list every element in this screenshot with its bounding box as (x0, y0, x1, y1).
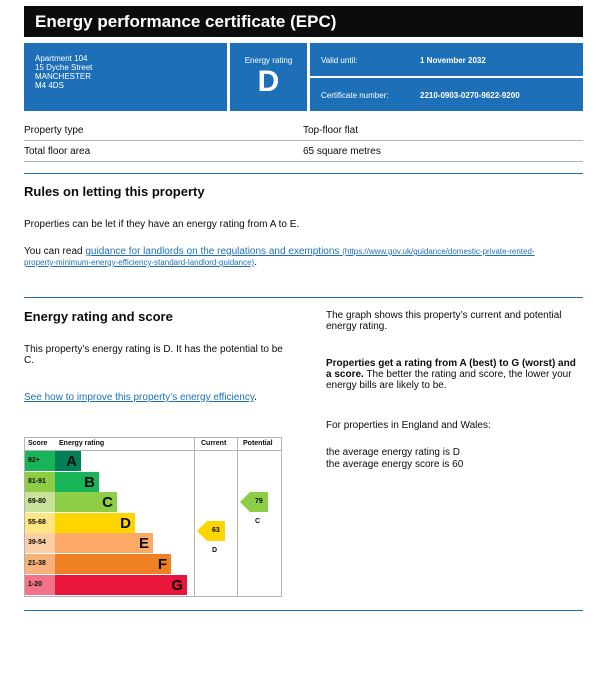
band-bar (55, 492, 117, 512)
section-divider (24, 297, 583, 298)
certificate-number-value: 2210-0903-0270-9622-9200 (420, 91, 520, 100)
rating-explanation (326, 358, 584, 391)
valid-until-value: 1 November 2032 (420, 56, 486, 65)
graph-divider (237, 438, 238, 596)
band-score-range: 39-54 (25, 533, 55, 553)
band-score-range: 92+ (25, 451, 55, 471)
letting-heading: Rules on letting this property (24, 184, 205, 199)
band-bar (55, 513, 135, 533)
rating-band-c (25, 492, 193, 512)
rating-explanation-bold: Properties get a rating from A (best) to G (worst) and a score. (326, 358, 576, 380)
guidance-prefix: You can read (24, 246, 86, 257)
property-type-label: Property type (24, 125, 84, 136)
score-heading: Energy rating and score (24, 309, 173, 324)
band-letter: B (84, 473, 95, 491)
graph-description: The graph shows this property’s current and potential energy rating. (326, 310, 562, 332)
letting-paragraph: Properties can be let if they have an energy rating from A to E. (24, 219, 300, 230)
guidance-link-url: (https://www.gov.uk/guidance/domestic-private-rented-property-minimum-energy-efficiency-standard-landlord-guidance) (24, 247, 535, 267)
graph-header-potential: Potential (243, 440, 273, 447)
improve-link[interactable]: See how to improve this property’s energy efficiency (24, 392, 255, 403)
guidance-suffix: . (254, 257, 257, 268)
address-line: M4 4DS (35, 81, 64, 90)
valid-until-label: Valid until: (321, 56, 358, 65)
band-score-range: 69-80 (25, 492, 55, 512)
guidance-link[interactable] (24, 246, 535, 268)
energy-rating-letter: D (257, 65, 280, 98)
letting-guidance-paragraph (24, 246, 564, 268)
band-score-range: 21-38 (25, 554, 55, 574)
section-divider (24, 173, 583, 174)
energy-rating-graph (24, 437, 282, 597)
band-bar (55, 533, 153, 553)
property-type-row (24, 120, 583, 141)
rating-band-e (25, 533, 193, 553)
property-type-value: Top-floor flat (303, 125, 359, 136)
certificate-number-label: Certificate number: (321, 91, 389, 100)
energy-rating-panel (230, 43, 307, 111)
section-divider (24, 610, 583, 611)
improve-paragraph (24, 392, 264, 403)
rating-band-d (25, 513, 193, 533)
floor-area-label: Total floor area (24, 146, 91, 157)
band-letter: F (157, 556, 167, 573)
floor-area-row (24, 141, 583, 162)
rating-explanation-rest: The better the rating and score, the lower your energy bills are likely to be. (326, 369, 572, 391)
band-bar (55, 472, 99, 492)
rating-band-g (25, 575, 193, 595)
band-letter: E (138, 535, 149, 553)
band-score-range: 1-20 (25, 575, 55, 595)
address-panel (24, 43, 227, 111)
band-bar (55, 554, 171, 574)
address-line: 15 Dyche Street (35, 63, 93, 72)
graph-divider (194, 438, 195, 596)
band-letter: C (102, 494, 113, 512)
potential-rating-label: 79 C (250, 492, 268, 512)
band-bar (55, 451, 81, 471)
region-note: For properties in England and Wales: (326, 420, 491, 431)
score-paragraph: This property’s energy rating is D. It has the potential to be C. (24, 344, 283, 366)
current-rating-label: 63 D (207, 521, 225, 541)
band-score-range: 81-91 (25, 472, 55, 492)
floor-area-value: 65 square metres (303, 146, 381, 157)
average-rating: the average energy rating is D (326, 447, 460, 458)
band-bar (55, 575, 187, 595)
band-letter: D (120, 514, 131, 532)
certificate-number-row (310, 78, 583, 111)
energy-rating-label: Energy rating (244, 56, 293, 65)
guidance-link-text: guidance for landlords on the regulations and exemptions (85, 246, 340, 257)
graph-header-score: Score (28, 440, 48, 447)
average-score: the average energy score is 60 (326, 459, 464, 470)
certificate-meta (310, 43, 583, 111)
valid-until-row (310, 43, 583, 76)
potential-arrow-tip (240, 492, 250, 512)
improve-suffix: . (254, 392, 257, 403)
rating-band-f (25, 554, 193, 574)
band-letter: A (66, 453, 77, 470)
address-line: Apartment 104 (35, 54, 88, 63)
rating-band-a (25, 451, 193, 471)
graph-header-current: Current (201, 440, 227, 447)
band-letter: G (171, 576, 183, 594)
page-title: Energy performance certificate (EPC) (24, 6, 583, 37)
graph-header-rating: Energy rating (59, 440, 105, 447)
address-line: MANCHESTER (35, 72, 92, 81)
rating-band-b (25, 472, 193, 492)
current-arrow-tip (197, 521, 207, 541)
band-score-range: 55-68 (25, 513, 55, 533)
